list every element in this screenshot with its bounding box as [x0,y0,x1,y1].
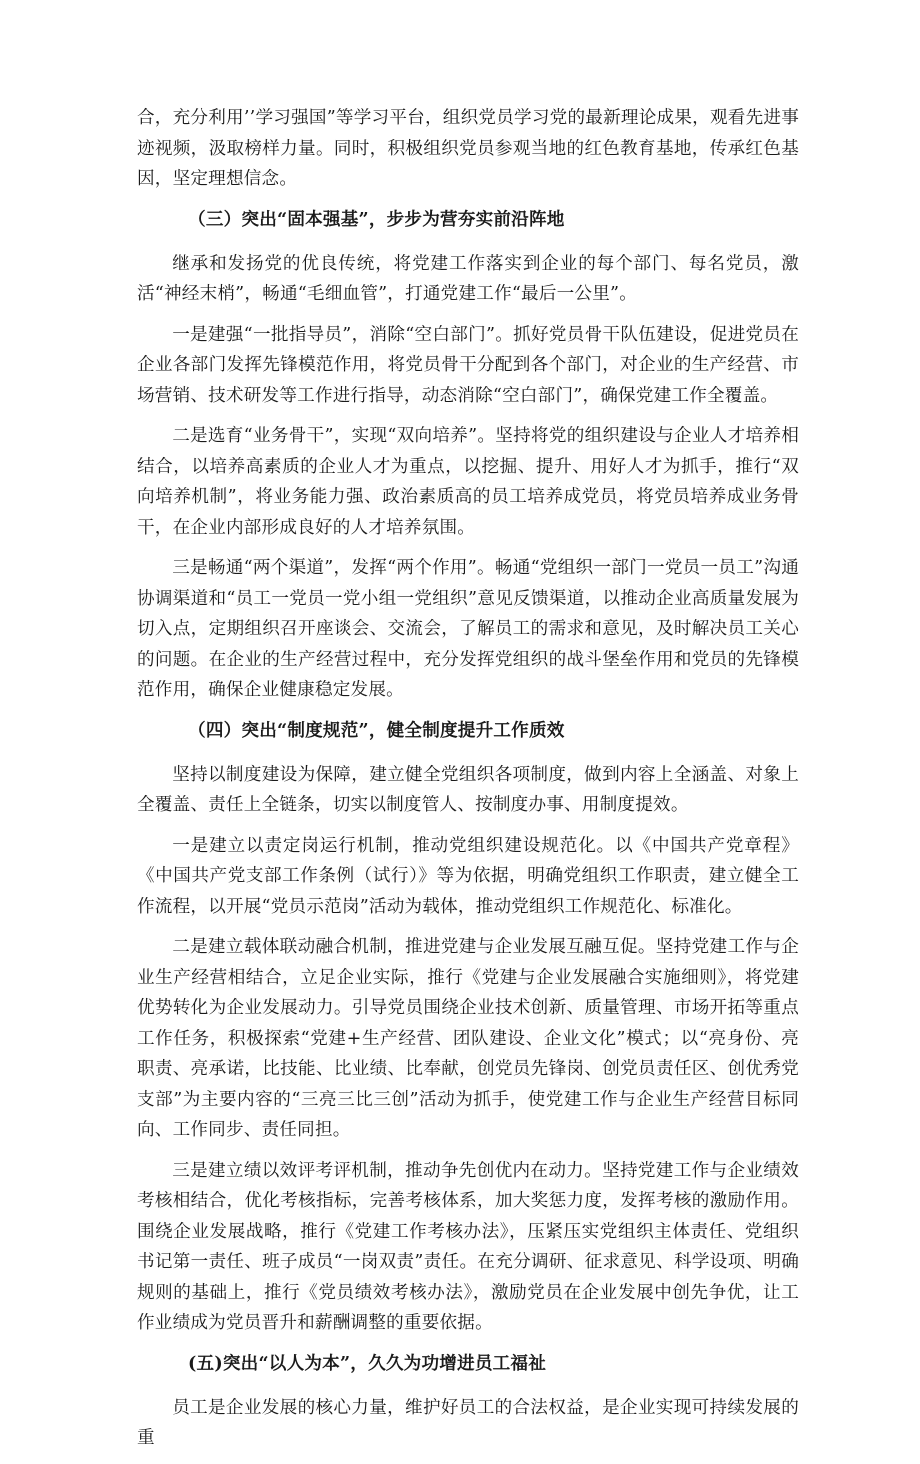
document-page [137,103,799,1464]
section-heading-3: （三）突出“固本强基”，步步为营夯实前沿阵地 [188,208,565,230]
paragraph-two-channels: 三是畅通“两个渠道”，发挥“两个作用”。畅通“党组织一部门一党员一员工”沟通协调渠道和“员工一党员一党小组一党组织”意见反馈渠道，以推动企业高质量发展为切入点，定期组织召开座谈会、交流会，了解员工的需求和意见，及时解决员工关心的问题。在企业的生产经营过程中，充分发挥党组织的战斗堡垒作用和党员的先锋模范作用，确保企业健康稳定发展。 [137,558,799,700]
paragraph-instructors: 一是建强“一批指导员”，消除“空白部门”。抓好党员骨干队伍建设，促进党员在企业各部门发挥先锋模范作用，将党员骨干分配到各个部门，对企业的生产经营、市场营销、技术研发等工作进行指导，动态消除“空白部门”，确保党建工作全覆盖。 [137,324,799,406]
paragraph-business-backbone: 二是选育“业务骨干”，实现“双向培养”。坚持将党的组织建设与企业人才培养相结合，以培养高素质的企业人才为重点，以挖掘、提升、用好人才为抓手，推行“双向培养机制”，将业务能力强、政治素质高的员工培养成党员，将党员培养成业务骨干，在企业内部形成良好的人才培养氛围。 [137,426,799,538]
paragraph-inherit-tradition: 继承和发扬党的优良传统，将党建工作落实到企业的每个部门、每名党员，激活“神经末梢”，畅通“毛细血管”，打通党建工作“最后一公里”。 [137,253,799,304]
paragraph-post-mechanism: 一是建立以责定岗运行机制，推动党组织建设规范化。以《中国共产党章程》《中国共产党支部工作条例（试行）》等为依据，明确党组织工作职责，建立健全工作流程，以开展“党员示范岗”活动为载体，推动党组织工作规范化、标准化。 [137,835,799,917]
paragraph-system-guarantee: 坚持以制度建设为保障，建立健全党组织各项制度，做到内容上全涵盖、对象上全覆盖、责任上全链条，切实以制度管人、按制度办事、用制度提效。 [137,764,799,815]
section-heading-5: (五)突出“以人为本”，久久为功增进员工福祉 [188,1352,547,1374]
paragraph-employee-core: 员工是企业发展的核心力量，维护好员工的合法权益，是企业实现可持续发展的重 [137,1397,799,1448]
paragraph-evaluation-mechanism: 三是建立绩以效评考评机制，推动争先创优内在动力。坚持党建工作与企业绩效考核相结合，优化考核指标，完善考核体系，加大奖惩力度，发挥考核的激励作用。围绕企业发展战略，推行《党建工作考核办法》，压紧压实党组织主体责任、党组织书记第一责任、班子成员“一岗双责”责任。在充分调研、征求意见、科学设项、明确规则的基础上，推行《党员绩效考核办法》，激励党员在企业发展中创先争优，让工作业绩成为党员晋升和薪酬调整的重要依据。 [137,1160,799,1333]
paragraph-integration-mechanism: 二是建立载体联动融合机制，推进党建与企业发展互融互促。坚持党建工作与企业生产经营相结合，立足企业实际，推行《党建与企业发展融合实施细则》，将党建优势转化为企业发展动力。引导党员围绕企业技术创新、质量管理、市场开拓等重点工作任务，积极探索“党建+生产经营、团队建设、企业文化”模式；以“亮身份、亮职责、亮承诺，比技能、比业绩、比奉献，创党员先锋岗、创党员责任区、创优秀党支部”为主要内容的“三亮三比三创”活动为抓手，使党建工作与企业生产经营目标同向、工作同步、责任同担。 [137,937,799,1140]
section-heading-4: （四）突出“制度规范”，健全制度提升工作质效 [188,719,565,741]
paragraph-study-platform: 合，充分利用’’学习强国”等学习平台，组织党员学习党的最新理论成果，观看先进事迹视频，汲取榜样力量。同时，积极组织党员参观当地的红色教育基地，传承红色基因，坚定理想信念。 [137,108,799,189]
